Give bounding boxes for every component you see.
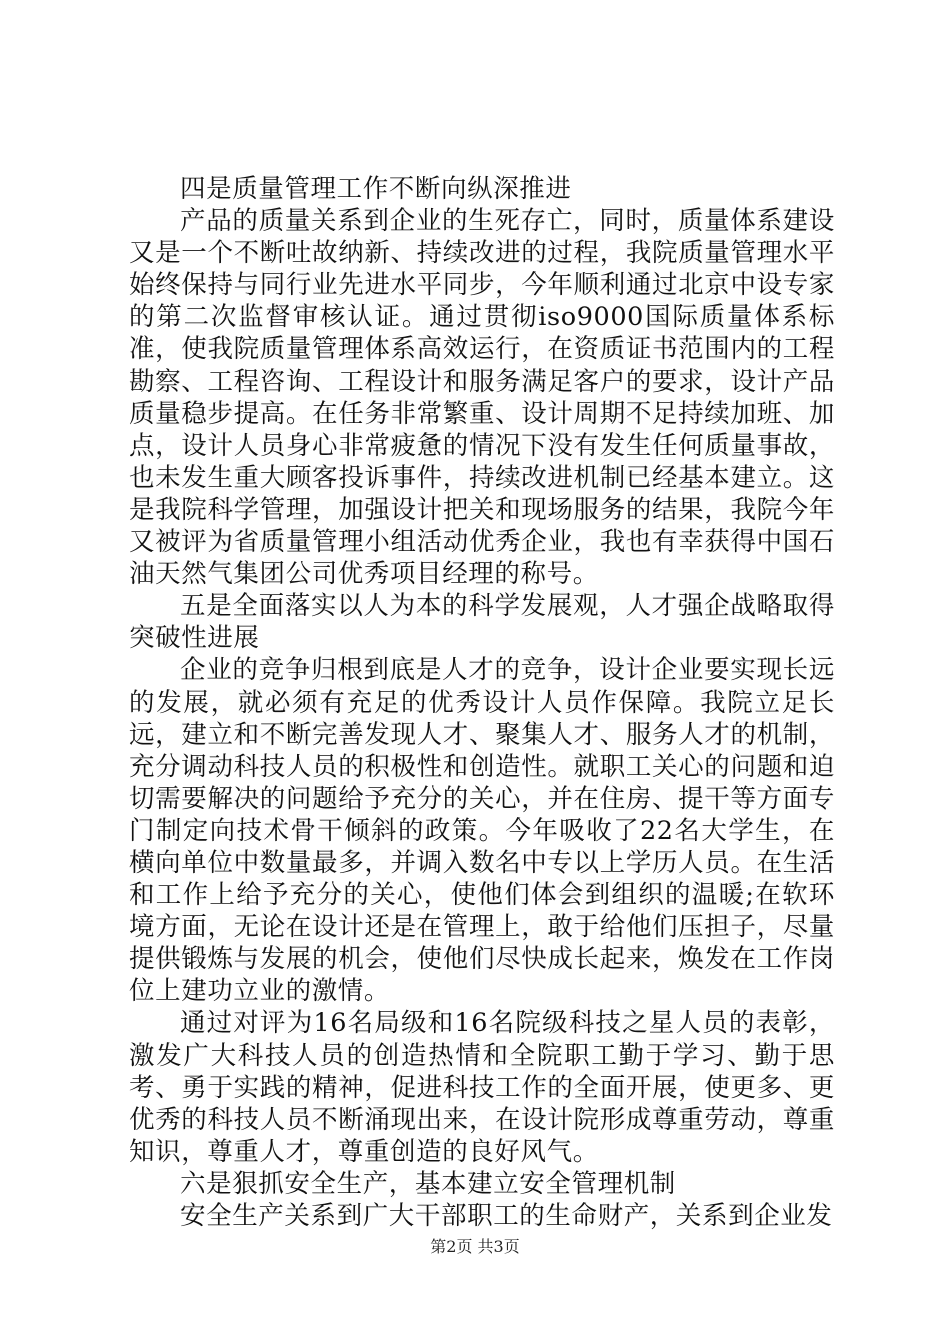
paragraph-tech-star-awards: 通过对评为16名局级和16名院级科技之星人员的表彰，激发广大科技人员的创造热情和全院职工勤于学习、勤于思考、勇于实践的精神，促进科技工作的全面开展，使更多、更优秀的科技人员不断涌现出来，在设计院形成尊重劳动，尊重知识，尊重人才，尊重创造的良好风气。: [129, 1008, 835, 1167]
page-footer: [0, 1234, 950, 1257]
document-body: [129, 173, 835, 1232]
paragraph-safety-production: 安全生产关系到广大干部职工的生命财产，关系到企业发: [180, 1201, 833, 1231]
page-number: 第2页 共3页: [430, 1237, 520, 1256]
paragraph-quality-management: 产品的质量关系到企业的生死存亡，同时，质量体系建设又是一个不断吐故纳新、持续改进的过程，我院质量管理水平始终保持与同行业先进水平同步，今年顺利通过北京中设专家的第二次监督审核认证。通过贯彻iso9000国际质量体系标准，使我院质量管理体系高效运行，在资质证书范围内的工程勘察、工程咨询、工程设计和服务满足客户的要求，设计产品质量稳步提高。在任务非常繁重、设计周期不足持续加班、加点，设计人员身心非常疲惫的情况下没有发生任何质量事故，也未发生重大顾客投诉事件，持续改进机制已经基本建立。这是我院科学管理，加强设计把关和现场服务的结果，我院今年又被评为省质量管理小组活动优秀企业，我也有幸获得中国石油天然气集团公司优秀项目经理的称号。: [129, 206, 835, 590]
heading-quality-management: 四是质量管理工作不断向纵深推进: [180, 174, 572, 204]
heading-talent-strategy: 五是全面落实以人为本的科学发展观，人才强企战略取得突破性进展: [129, 591, 835, 654]
paragraph-talent-strategy: 企业的竞争归根到底是人才的竞争，设计企业要实现长远的发展，就必须有充足的优秀设计人员作保障。我院立足长远，建立和不断完善发现人才、聚集人才、服务人才的机制，充分调动科技人员的积极性和创造性。就职工关心的问题和迫切需要解决的问题给予充分的关心，并在住房、提干等方面专门制定向技术骨干倾斜的政策。今年吸收了22名大学生，在横向单位中数量最多，并调入数名中专以上学历人员。在生活和工作上给予充分的关心，使他们体会到组织的温暖;在软环境方面，无论在设计还是在管理上，敢于给他们压担子，尽量提供锻炼与发展的机会，使他们尽快成长起来，焕发在工作岗位上建功立业的激情。: [129, 655, 835, 1007]
heading-safety-production: 六是狠抓安全生产，基本建立安全管理机制: [180, 1168, 676, 1199]
